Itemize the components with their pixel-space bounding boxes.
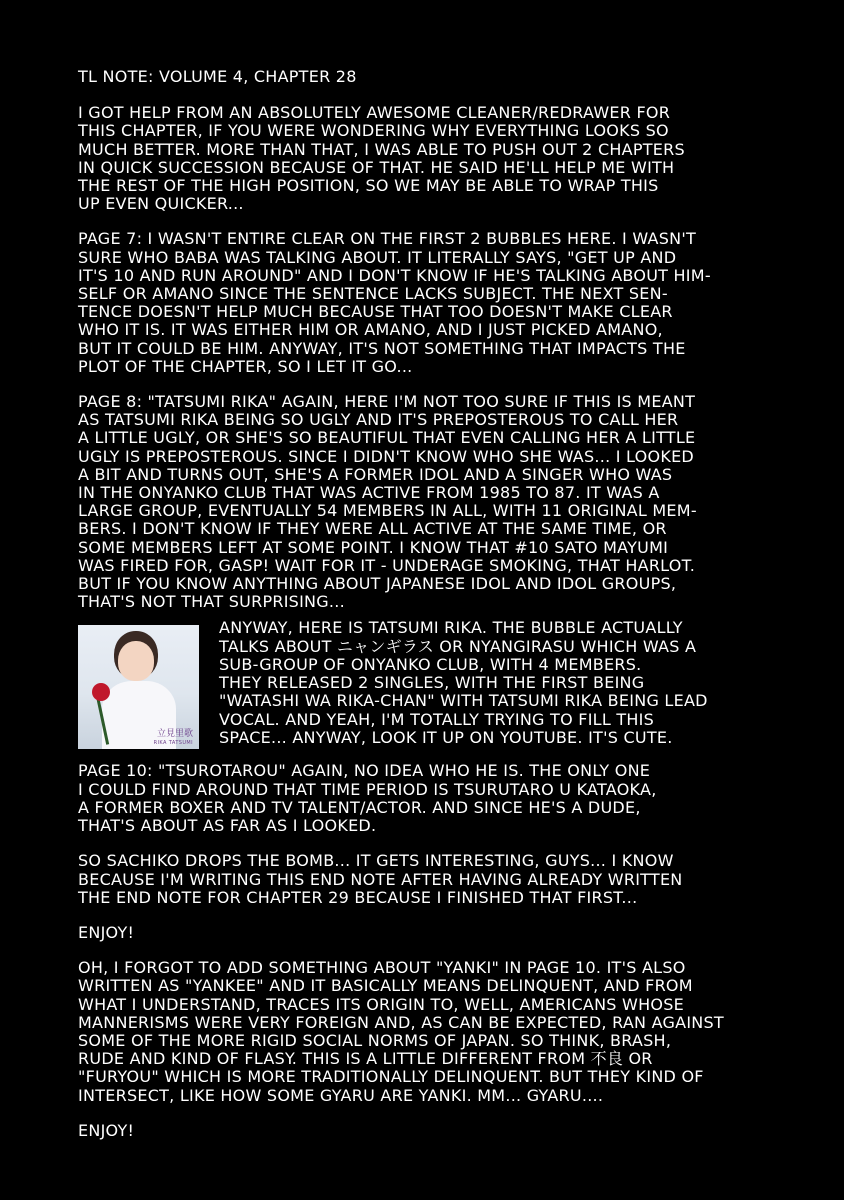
- paragraph-page-10: PAGE 10: "TSUROTAROU" AGAIN, NO IDEA WHO HE IS. THE ONLY ONE I COULD FIND AROUND THAT TIME PERIOD IS TSURUTARO U KATAOKA, A FORMER BOXER AND TV TALENT/ACTOR. AND SINCE HE'S A DUDE, THAT'S ABOUT AS FAR AS I LOOKED.: [78, 761, 657, 836]
- paragraph-cleaner-help: I GOT HELP FROM AN ABSOLUTELY AWESOME CLEANER/REDRAWER FOR THIS CHAPTER, IF YOU WERE WONDERING WHY EVERYTHING LOOKS SO MUCH BETTER. MORE THAN THAT, I WAS ABLE TO PUSH OUT 2 CHAPTERS IN QUICK SUCCESSION BECAUSE OF THAT. HE SAID HE'LL HELP ME WITH THE REST OF THE HIGH POSITION, SO WE MAY BE ABLE TO WRAP THIS UP EVEN QUICKER...: [78, 103, 685, 214]
- album-label-en: RIKA TATSUMI: [153, 740, 193, 747]
- note-title: TL NOTE: VOLUME 4, CHAPTER 28: [78, 67, 357, 86]
- figure-row: [78, 619, 804, 749]
- figure-caption: ANYWAY, HERE IS TATSUMI RIKA. THE BUBBLE ACTUALLY TALKS ABOUT ニャンギラス OR NYANGIRASU WHICH WAS A SUB-GROUP OF ONYANKO CLUB, WITH 4 MEMBERS. THEY RELEASED 2 SINGLES, WITH THE FIRST BEING "WATASHI WA RIKA-CHAN" WITH TATSUMI RIKA BEING LEAD VOCAL. AND YEAH, I'M TOTALLY TRYING TO FILL THIS SPACE... ANYWAY, LOOK IT UP ON YOUTUBE. IT'S CUTE.: [219, 618, 708, 747]
- paragraph-sachiko: SO SACHIKO DROPS THE BOMB... IT GETS INTERESTING, GUYS... I KNOW BECAUSE I'M WRITING THIS END NOTE AFTER HAVING ALREADY WRITTEN THE END NOTE FOR CHAPTER 29 BECAUSE I FINISHED THAT FIRST...: [78, 851, 683, 907]
- paragraph-page-7: PAGE 7: I WASN'T ENTIRE CLEAR ON THE FIRST 2 BUBBLES HERE. I WASN'T SURE WHO BABA WAS TALKING ABOUT. IT LITERALLY SAYS, "GET UP AND IT'S 10 AND RUN AROUND" AND I DON'T KNOW IF HE'S TALKING ABOUT HIM- SELF OR AMANO SINCE THE SENTENCE LACKS SUBJECT. THE NEXT SEN- TENCE DOESN'T HELP MUCH BECAUSE THAT TOO DOESN'T MAKE CLEAR WHO IT IS. IT WAS EITHER HIM OR AMANO, AND I JUST PICKED AMANO, BUT IT COULD BE HIM. ANYWAY, IT'S NOT SOMETHING THAT IMPACTS THE PLOT OF THE CHAPTER, SO I LET IT GO...: [78, 229, 711, 376]
- enjoy-text: ENJOY!: [78, 922, 135, 942]
- enjoy-text-final: ENJOY!: [78, 1120, 135, 1140]
- paragraph-page-8: PAGE 8: "TATSUMI RIKA" AGAIN, HERE I'M NOT TOO SURE IF THIS IS MEANT AS TATSUMI RIKA BEING SO UGLY AND IT'S PREPOSTEROUS TO CALL HER A LITTLE UGLY, OR SHE'S SO BEAUTIFUL THAT EVEN CALLING HER A LITTLE UGLY IS PREPOSTEROUS. SINCE I DIDN'T KNOW WHO SHE WAS... I LOOKED A BIT AND TURNS OUT, SHE'S A FORMER IDOL AND A SINGER WHO WAS IN THE ONYANKO CLUB THAT WAS ACTIVE FROM 1985 TO 87. IT WAS A LARGE GROUP, EVENTUALLY 54 MEMBERS IN ALL, WITH 11 ORIGINAL MEM- BERS. I DON'T KNOW IF THEY WERE ALL ACTIVE AT THE SAME TIME, OR SOME MEMBERS LEFT AT SOME POINT. I KNOW THAT #10 SATO MAYUMI WAS FIRED FOR, GASP! WAIT FOR IT - UNDERAGE SMOKING, THAT HARLOT. BUT IF YOU KNOW ANYTHING ABOUT JAPANESE IDOL AND IDOL GROUPS, THAT'S NOT THAT SURPRISING...: [78, 392, 697, 612]
- paragraph-yanki: OH, I FORGOT TO ADD SOMETHING ABOUT "YANKI" IN PAGE 10. IT'S ALSO WRITTEN AS "YANKEE" AND IT BASICALLY MEANS DELINQUENT, AND FROM WHAT I UNDERSTAND, TRACES ITS ORIGIN TO, WELL, AMERICANS WHOSE MANNERISMS WERE VERY FOREIGN AND, AS CAN BE EXPECTED, RAN AGAINST SOME OF THE MORE RIGID SOCIAL NORMS OF JAPAN. SO THINK, BRASH, RUDE AND KIND OF FLASY. THIS IS A LITTLE DIFFERENT FROM 不良 OR "FURYOU" WHICH IS MORE TRADITIONALLY DELINQUENT. BUT THEY KIND OF INTERSECT, LIKE HOW SOME GYARU ARE YANKI. MM... GYARU....: [78, 958, 724, 1105]
- album-label-jp: 立見里歌: [156, 729, 193, 740]
- portrait-head: [118, 641, 154, 681]
- album-cover-photo: [78, 625, 199, 749]
